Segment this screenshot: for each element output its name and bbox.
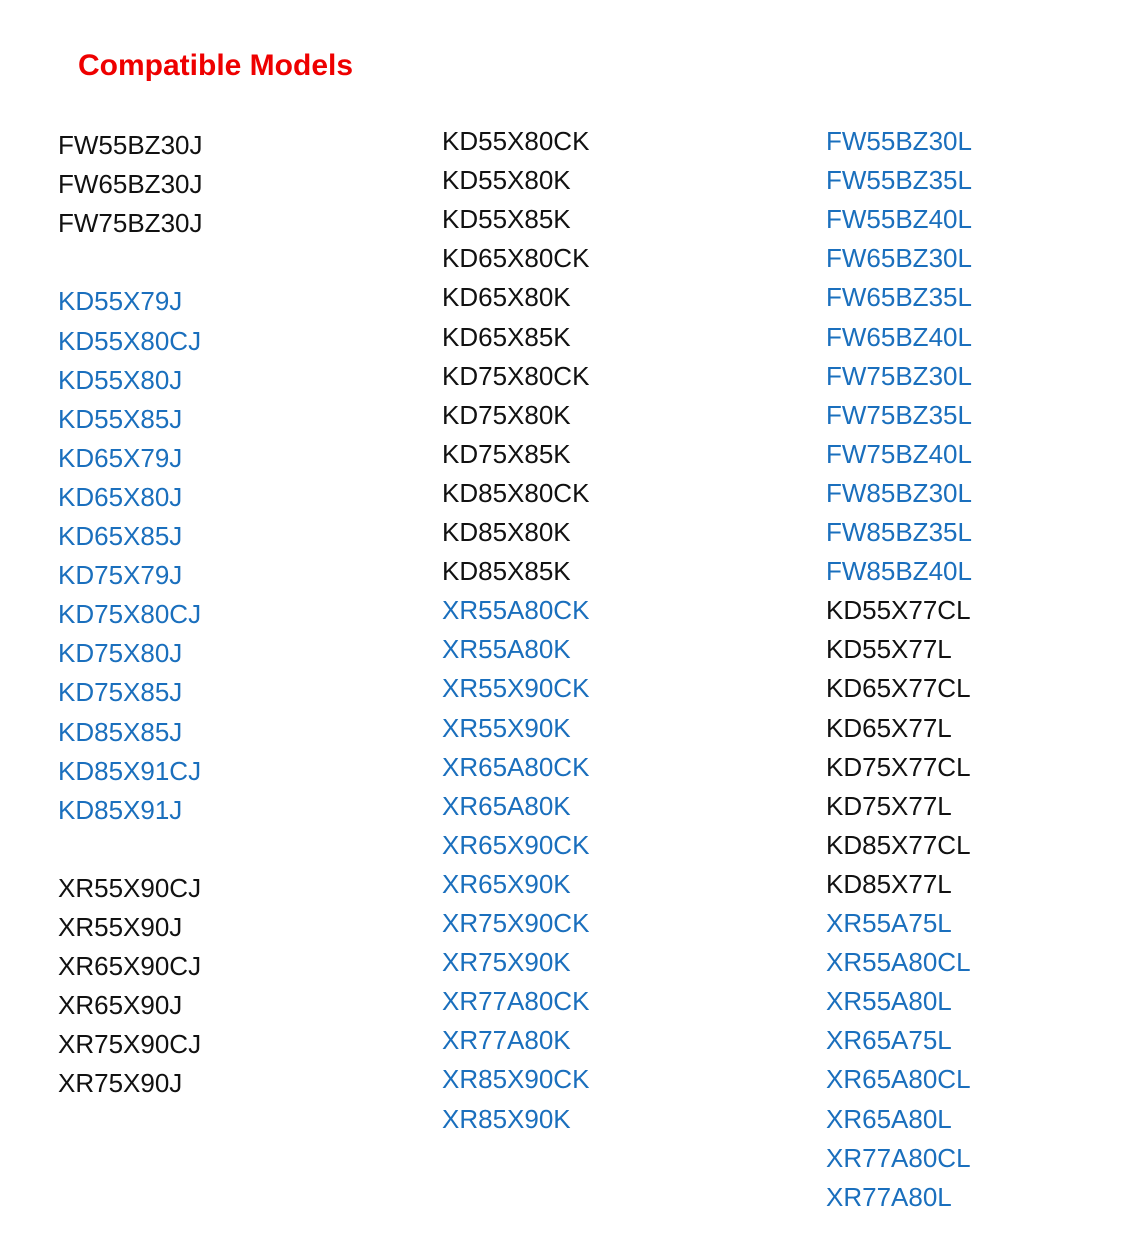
model-item: XR65A80K xyxy=(442,790,571,821)
model-item: XR55A80CL xyxy=(826,947,971,978)
model-item: KD65X80J xyxy=(58,481,183,512)
model-item: XR75X90J xyxy=(58,1068,183,1099)
model-item: FW65BZ30L xyxy=(826,243,972,274)
model-item: KD85X85K xyxy=(442,556,571,587)
model-item: KD65X85J xyxy=(58,521,183,551)
model-item: KD85X85J xyxy=(58,716,183,747)
model-item: FW55BZ40L xyxy=(826,204,972,235)
model-item: KD75X80K xyxy=(442,399,571,430)
model-item: KD75X77CL xyxy=(826,751,971,782)
model-item: XR75X90K xyxy=(442,947,571,978)
model-item: FW75BZ40L xyxy=(826,438,972,469)
model-item: KD75X85J xyxy=(58,677,183,708)
model-item: XR65A80CK xyxy=(442,751,590,782)
model-item: XR55X90CK xyxy=(442,673,590,704)
model-item: KD75X79J xyxy=(58,560,183,591)
model-item: KD55X80CK xyxy=(442,126,590,156)
model-item: KD85X91J xyxy=(58,794,183,825)
model-item: XR85X90CK xyxy=(442,1064,590,1095)
model-item: KD75X80CK xyxy=(442,360,590,391)
model-item: XR55A80L xyxy=(826,986,952,1017)
model-item: KD85X77CL xyxy=(826,829,971,860)
model-item: XR65A75L xyxy=(826,1025,952,1056)
model-item: KD75X85K xyxy=(442,438,571,469)
model-item: KD65X79J xyxy=(58,442,183,473)
model-item: XR65X90CK xyxy=(442,829,590,860)
model-item: XR65X90J xyxy=(58,990,183,1021)
model-item: KD65X85K xyxy=(442,321,571,352)
model-item: XR55X90K xyxy=(442,712,571,743)
model-item: KD55X80K xyxy=(442,165,571,196)
model-item: XR75X90CK xyxy=(442,908,590,938)
model-item: XR55A80CK xyxy=(442,595,590,626)
model-item: XR65X90K xyxy=(442,868,571,899)
model-item: XR77A80L xyxy=(826,1181,952,1212)
model-item: FW75BZ30J xyxy=(58,208,203,239)
model-item: KD85X91CJ xyxy=(58,755,202,786)
model-item: FW75BZ30L xyxy=(826,360,972,391)
model-item: XR77A80CL xyxy=(826,1142,971,1173)
model-item: KD65X77L xyxy=(826,712,952,743)
model-item: FW85BZ30L xyxy=(826,477,972,508)
model-item: KD75X80CJ xyxy=(58,599,202,630)
model-item: XR77A80CK xyxy=(442,986,590,1017)
model-item: KD55X77CL xyxy=(826,595,971,626)
model-item: KD55X85K xyxy=(442,204,571,235)
model-item: KD55X85J xyxy=(58,403,183,434)
model-item: XR65A80L xyxy=(826,1103,952,1134)
model-item: XR55X90CJ xyxy=(58,872,202,903)
model-item: FW55BZ30L xyxy=(826,126,972,156)
model-item: XR55A75L xyxy=(826,908,952,938)
model-item: XR65X90CJ xyxy=(58,951,202,982)
model-item: KD55X77L xyxy=(826,634,952,665)
model-item: KD65X80CK xyxy=(442,243,590,274)
model-item: FW55BZ35L xyxy=(826,165,972,196)
model-item: KD55X80CJ xyxy=(58,325,202,356)
model-item: XR75X90CJ xyxy=(58,1029,202,1060)
model-item: XR85X90K xyxy=(442,1103,571,1134)
model-item: KD75X80J xyxy=(58,638,183,669)
model-item: KD85X80K xyxy=(442,517,571,547)
model-item: KD75X77L xyxy=(826,790,952,821)
model-item: KD65X77CL xyxy=(826,673,971,704)
model-item: FW55BZ30J xyxy=(58,130,203,160)
model-item: KD55X79J xyxy=(58,286,183,317)
model-item: KD85X77L xyxy=(826,868,952,899)
model-item: FW65BZ30J xyxy=(58,169,203,200)
model-item: KD55X80J xyxy=(58,364,183,395)
page-title: Compatible Models xyxy=(78,49,354,82)
model-item: FW65BZ35L xyxy=(826,282,972,313)
model-item: KD65X80K xyxy=(442,282,571,313)
model-item: FW85BZ40L xyxy=(826,556,972,587)
model-item: KD85X80CK xyxy=(442,477,590,508)
model-item: FW85BZ35L xyxy=(826,517,972,547)
model-item: XR55X90J xyxy=(58,912,183,942)
model-item: XR55A80K xyxy=(442,634,571,665)
model-item: XR65A80CL xyxy=(826,1064,971,1095)
model-item: XR77A80K xyxy=(442,1025,571,1056)
model-item: FW65BZ40L xyxy=(826,321,972,352)
model-item: FW75BZ35L xyxy=(826,399,972,430)
